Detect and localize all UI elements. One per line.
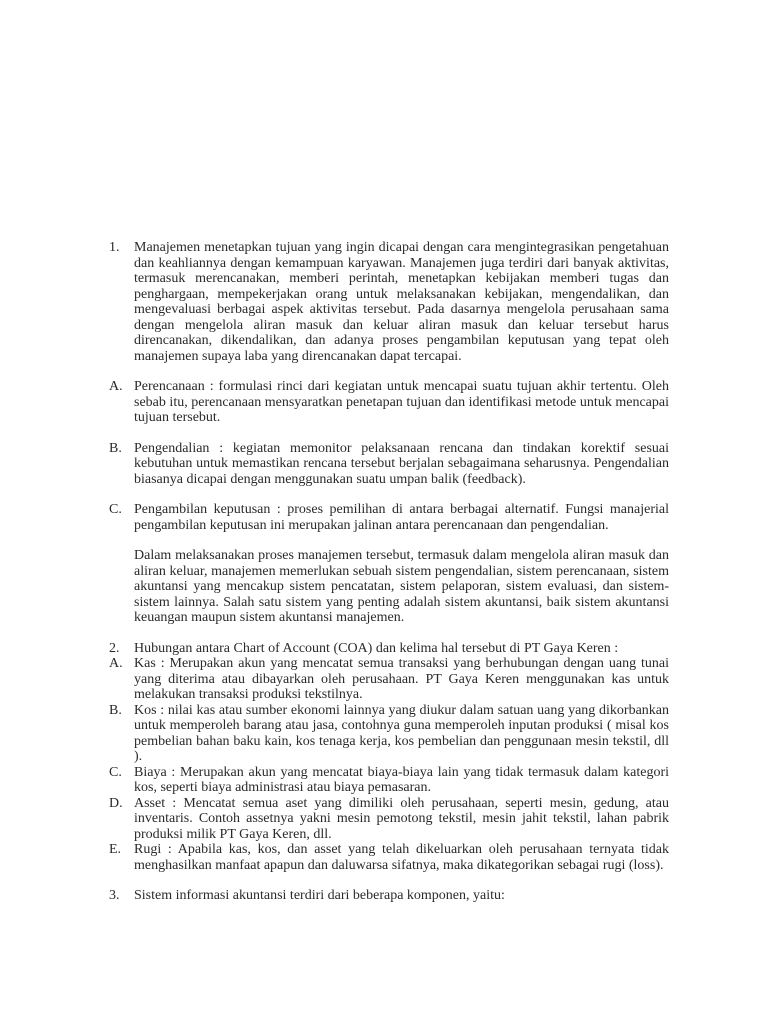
list-text: Asset : Mencatat semua aset yang dimiliki oleh perusahaan, seperti mesin, gedung, atau inventaris. Contoh assetnya yakni mesin pemotong tekstil, mesin jahit tekstil, lahan pabrik produksi milik PT Gaya Keren, dll. <box>134 795 669 842</box>
list-item-2d-asset <box>109 796 669 843</box>
list-marker: C. <box>109 764 122 780</box>
list-item-2 <box>109 641 669 657</box>
paragraph-sistem-manajemen: Dalam melaksanakan proses manajemen tersebut, termasuk dalam mengelola aliran masuk dan aliran keluar, manajemen memerlukan sebuah sistem pengendalian, sistem perencanaan, sistem akuntansi yang mencakup sistem pencatatan, sistem pelaporan, sistem evaluasi, dan sistem-sistem lainnya. Salah satu sistem yang penting adalah sistem akuntansi, baik sistem akuntansi keuangan maupun sistem akuntansi manajemen. <box>134 548 669 625</box>
list-marker: B. <box>109 702 122 718</box>
list-marker: 2. <box>109 640 120 656</box>
list-text: Kos : nilai kas atau sumber ekonomi lainnya yang diukur dalam satuan uang yang dikorbankan untuk memperoleh barang atau jasa, contohnya guna memperoleh inputan produksi ( misal kos pembelian bahan baku kain, kos tenaga kerja, kos pembelian dan penggunaan mesin tekstil, dll ). <box>134 702 669 764</box>
list-item-1 <box>109 240 669 364</box>
list-marker: 1. <box>109 240 120 255</box>
list-text: Perencanaan : formulasi rinci dari kegiatan untuk mencapai suatu tujuan akhir tertentu. Oleh sebab itu, perencanaan mensyaratkan penetapan tujuan dan identifikasi metode untuk mencapai tujuan tersebut. <box>134 379 669 425</box>
list-item-2e-rugi <box>109 842 669 873</box>
list-item-c-pengambilan-keputusan <box>109 502 669 533</box>
list-item-2a-kas <box>109 656 669 703</box>
list-marker: A. <box>109 379 123 394</box>
document-body <box>109 240 669 904</box>
list-marker: A. <box>109 656 123 671</box>
list-text: Sistem informasi akuntansi terdiri dari beberapa komponen, yaitu: <box>134 888 505 903</box>
list-text: Pengendalian : kegiatan memonitor pelaksanaan rencana dan tindakan korektif sesuai kebutuhan untuk memastikan rencana tersebut berjalan sebagaimana seharusnya. Pengendalian biasanya dicapai dengan menggunakan suatu umpan balik (feedback). <box>134 440 669 487</box>
list-text: Hubungan antara Chart of Account (COA) dan kelima hal tersebut di PT Gaya Keren : <box>134 640 619 656</box>
list-marker: 3. <box>109 888 120 903</box>
list-text: Rugi : Apabila kas, kos, dan asset yang telah dikeluarkan oleh perusahaan ternyata tidak menghasilkan manfaat apapun dan daluwarsa sifatnya, maka dikategorikan sebagai rugi (loss). <box>134 842 669 873</box>
list-text: Kas : Merupakan akun yang mencatat semua transaksi yang berhubungan dengan uang tunai yang diterima atau dibayarkan oleh perusahaan. PT Gaya Keren menggunakan kas untuk melakukan transaksi produksi tekstilnya. <box>134 656 669 702</box>
list-item-2b-kos <box>109 703 669 765</box>
list-item-b-pengendalian <box>109 441 669 488</box>
list-marker: D. <box>109 795 123 811</box>
list-text: Manajemen menetapkan tujuan yang ingin dicapai dengan cara mengintegrasikan pengetahuan dan keahliannya dengan kemampuan karyawan. Manajemen juga terdiri dari banyak aktivitas, termasuk merencanakan, memberi perintah, menetapkan kebijakan memberi tugas dan penghargaan, mempekerjakan orang untuk melaksanakan kebijakan, mengendalikan, dan mengevaluasi berbagai aspek aktivitas tersebut. Pada dasarnya mengelola perusahaan sama dengan mengelola aliran masuk dan keluar aliran masuk dan keluar tersebut harus direncanakan, dikendalikan, dan adanya proses pengambilan keputusan yang tepat oleh manajemen supaya laba yang direncanakan dapat tercapai. <box>134 240 669 364</box>
list-marker: B. <box>109 440 122 456</box>
list-item-a-perencanaan <box>109 379 669 426</box>
list-marker: E. <box>109 842 122 857</box>
list-text: Biaya : Merupakan akun yang mencatat biaya-biaya lain yang tidak termasuk dalam kategori kos, seperti biaya administrasi atau biaya pemasaran. <box>134 764 669 795</box>
list-marker: C. <box>109 502 122 517</box>
list-item-2c-biaya <box>109 765 669 796</box>
list-text: Pengambilan keputusan : proses pemilihan di antara berbagai alternatif. Fungsi manajerial pengambilan keputusan ini merupakan jalinan antara perencanaan dan pengendalian. <box>134 502 669 533</box>
list-item-3 <box>109 888 669 904</box>
